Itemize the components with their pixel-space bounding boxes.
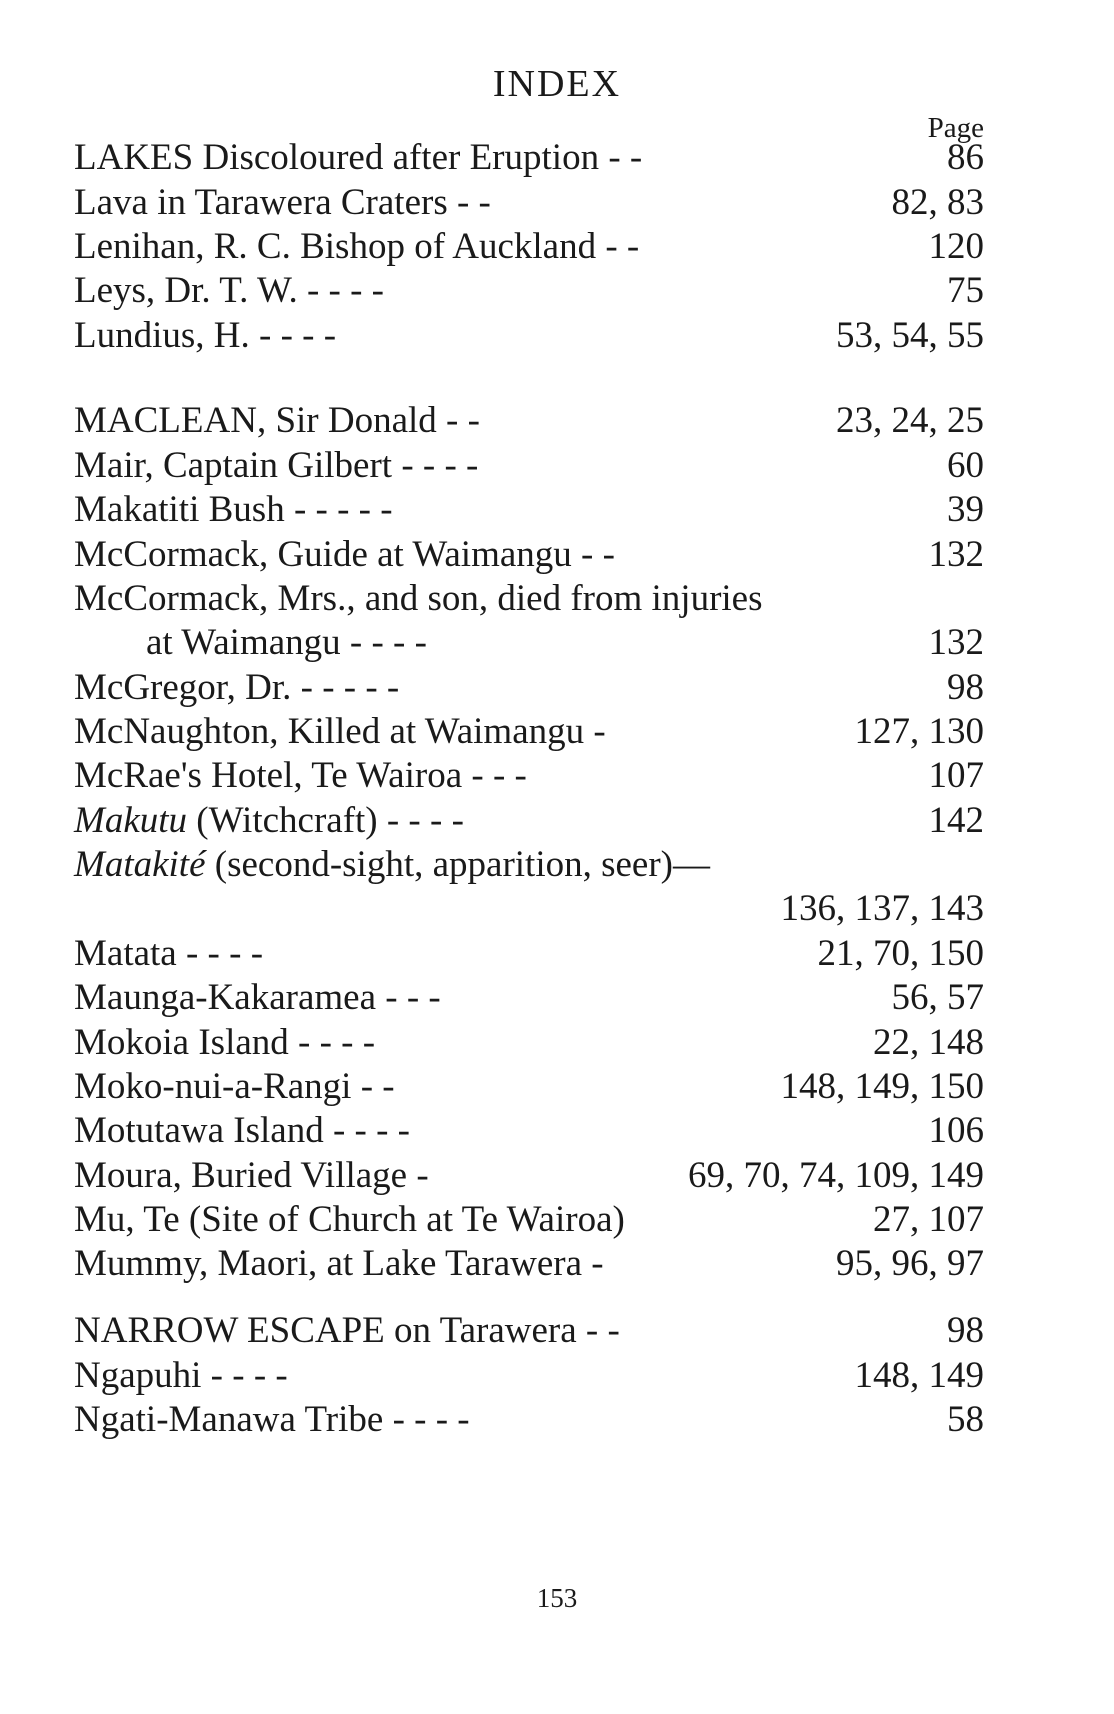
index-entry: [74, 931, 984, 977]
entry-text-rest: (second-sight, apparition, seer)—: [205, 844, 711, 885]
index-entry: [74, 268, 984, 314]
entry-text: Matata - - - -: [74, 933, 264, 974]
entry-text: McGregor, Dr. - - - - -: [74, 667, 400, 708]
entry-pages: 98: [947, 1310, 984, 1351]
index-entry: [74, 224, 984, 270]
entry-text: Motutawa Island - - - -: [74, 1110, 410, 1151]
index-entry: [74, 576, 984, 622]
entry-text: Lava in Tarawera Craters - -: [74, 182, 491, 223]
page-number: 153: [536, 1583, 578, 1613]
index-entry: [74, 532, 984, 578]
entry-text: Ngapuhi - - - -: [74, 1355, 288, 1396]
index-entry: [74, 1397, 984, 1443]
index-entry: [74, 1308, 984, 1354]
entry-pages: 127, 130: [854, 711, 984, 752]
entry-text: [74, 798, 464, 844]
entry-pages: 58: [947, 1399, 984, 1440]
entry-pages: 107: [928, 755, 984, 796]
entry-pages: 106: [928, 1110, 984, 1151]
entry-text: Ngati-Manawa Tribe - - - -: [74, 1399, 470, 1440]
entry-pages: 23, 24, 25: [836, 400, 984, 441]
entry-pages: 95, 96, 97: [836, 1243, 984, 1284]
entry-text: [74, 842, 710, 888]
index-entry: [74, 180, 984, 226]
index-entry: [74, 313, 984, 359]
entry-pages: 53, 54, 55: [836, 315, 984, 356]
entry-text: Lundius, H. - - - -: [74, 315, 337, 356]
entry-pages: 148, 149, 150: [780, 1066, 984, 1107]
index-entry: [74, 886, 984, 932]
index-entry: [74, 1241, 984, 1287]
entry-pages: 142: [928, 800, 984, 841]
entry-pages: 27, 107: [873, 1199, 984, 1240]
entry-pages: 82, 83: [891, 182, 984, 223]
entry-pages: 56, 57: [891, 977, 984, 1018]
index-entry: [74, 487, 984, 533]
index-entry: [74, 1108, 984, 1154]
entry-italic-term: Matakité: [74, 844, 206, 885]
entry-pages: 21, 70, 150: [817, 933, 984, 974]
entry-pages: 60: [947, 445, 984, 486]
entry-pages: 69, 70, 74, 109, 149: [688, 1155, 984, 1196]
entry-text: NARROW ESCAPE on Tarawera - -: [74, 1310, 620, 1351]
entry-pages: 22, 148: [873, 1022, 984, 1063]
index-title: INDEX: [492, 63, 622, 105]
index-entry: [74, 1353, 984, 1399]
index-entry: [74, 842, 984, 888]
entry-text: Moura, Buried Village -: [74, 1155, 429, 1196]
entry-pages: 39: [947, 489, 984, 530]
entry-pages: 86: [947, 137, 984, 178]
entry-text: McRae's Hotel, Te Wairoa - - -: [74, 755, 527, 796]
entry-pages: 120: [928, 226, 984, 267]
index-entry: [74, 665, 984, 711]
entry-pages: 75: [947, 270, 984, 311]
entry-text: Lenihan, R. C. Bishop of Auckland - -: [74, 226, 640, 267]
index-entry: [74, 620, 984, 666]
index-entry: [74, 398, 984, 444]
entry-text: Maunga-Kakaramea - - -: [74, 977, 441, 1018]
entry-text: Mokoia Island - - - -: [74, 1022, 376, 1063]
entry-pages: 132: [928, 534, 984, 575]
index-entry: [74, 135, 984, 181]
entry-text: Mair, Captain Gilbert - - - -: [74, 445, 479, 486]
entry-italic-term: Makutu: [74, 800, 188, 841]
page-column-label: Page: [927, 112, 984, 144]
entry-text: Mu, Te (Site of Church at Te Wairoa): [74, 1199, 625, 1240]
entry-pages: 148, 149: [854, 1355, 984, 1396]
index-entry: [74, 798, 984, 844]
index-entry: [74, 1020, 984, 1066]
entry-pages: 132: [928, 622, 984, 663]
entry-text: at Waimangu - - - -: [146, 622, 427, 663]
index-entry: [74, 443, 984, 489]
index-entry: [74, 975, 984, 1021]
index-entry: [74, 709, 984, 755]
entry-text: Mummy, Maori, at Lake Tarawera -: [74, 1243, 604, 1284]
index-entry: [74, 1153, 984, 1199]
index-entry: [74, 1064, 984, 1110]
entry-text: McCormack, Mrs., and son, died from injuries: [74, 578, 763, 619]
entry-pages: 98: [947, 667, 984, 708]
entry-pages: 136, 137, 143: [780, 888, 984, 929]
index-entry: [74, 753, 984, 799]
index-entry: [74, 1197, 984, 1243]
entry-text: Leys, Dr. T. W. - - - -: [74, 270, 385, 311]
entry-text: McCormack, Guide at Waimangu - -: [74, 534, 615, 575]
entry-text-rest: (Witchcraft) - - - -: [187, 800, 464, 841]
entry-text: Makatiti Bush - - - - -: [74, 489, 393, 530]
entry-text: McNaughton, Killed at Waimangu -: [74, 711, 606, 752]
entry-text: LAKES Discoloured after Eruption - -: [74, 137, 643, 178]
entry-text: Moko-nui-a-Rangi - -: [74, 1066, 395, 1107]
entry-text: MACLEAN, Sir Donald - -: [74, 400, 480, 441]
